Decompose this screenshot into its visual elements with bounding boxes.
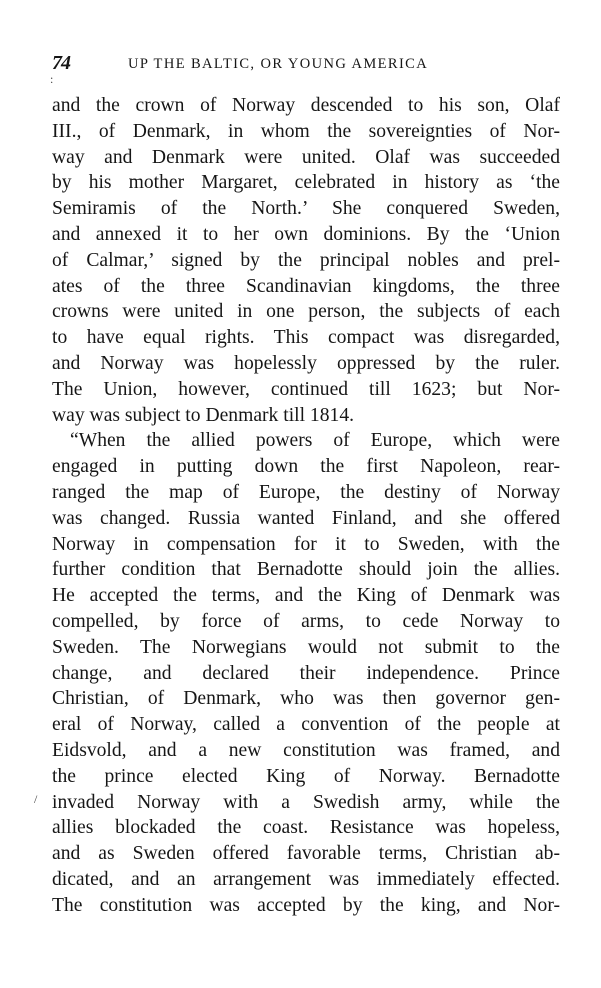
running-head-title: UP THE BALTIC, OR YOUNG AMERICA (128, 56, 429, 72)
page-number: 74 (52, 52, 70, 74)
text-line: ates of the three Scandinavian kingdoms, the three (52, 275, 560, 297)
text-line: way was subject to Denmark till 1814. (52, 404, 355, 426)
text-line: ranged the map of Europe, the destiny of Norway (52, 481, 560, 503)
body-text (52, 93, 560, 919)
text-line: allies blockaded the coast. Resistance was hopeless, (52, 817, 560, 839)
text-line: Sweden. The Norwegians would not submit to the (52, 636, 560, 658)
margin-speck-mark: / (34, 792, 38, 806)
text-line: Christian, of Denmark, who was then governor gen- (52, 688, 560, 710)
text-line: invaded Norway with a Swedish army, while the (52, 791, 560, 813)
text-line: the prince elected King of Norway. Bernadotte (52, 765, 560, 787)
text-line: Eidsvold, and a new constitution was framed, and (52, 739, 560, 761)
text-line: The constitution was accepted by the king, and Nor- (52, 894, 560, 916)
text-line: “When the allied powers of Europe, which were (70, 430, 560, 452)
paragraph-2 (52, 428, 560, 918)
text-line: of Calmar,’ signed by the principal nobles and prel- (52, 249, 560, 271)
text-line: and as Sweden offered favorable terms, Christian ab- (52, 843, 560, 865)
text-line: and the crown of Norway descended to his son, Olaf (52, 95, 560, 116)
paragraph-1 (52, 93, 560, 428)
text-line: eral of Norway, called a convention of the people at (52, 714, 560, 736)
print-speck-mark: : (50, 72, 54, 86)
text-line: was changed. Russia wanted Finland, and she offered (52, 507, 560, 529)
text-line: by his mother Margaret, celebrated in history as ‘the (52, 172, 560, 194)
text-line: engaged in putting down the first Napoleon, rear- (52, 456, 560, 478)
text-line: compelled, by force of arms, to cede Norway to (52, 610, 560, 632)
text-line: Semiramis of the North.’ She conquered Sweden, (52, 198, 560, 220)
text-line: crowns were united in one person, the subjects of each (52, 301, 560, 323)
text-line: way and Denmark were united. Olaf was succeeded (52, 146, 560, 168)
text-line: and annexed it to her own dominions. By the ‘Union (52, 223, 560, 245)
text-line: and Norway was hopelessly oppressed by the ruler. (52, 352, 560, 374)
text-line: change, and declared their independence. Prince (52, 662, 560, 684)
text-line: The Union, however, continued till 1623; but Nor- (52, 378, 560, 400)
text-line: dicated, and an arrangement was immediately effected. (52, 868, 560, 890)
text-line: Norway in compensation for it to Sweden, with the (52, 533, 560, 555)
text-line: He accepted the terms, and the King of Denmark was (52, 585, 560, 607)
text-line: to have equal rights. This compact was disregarded, (52, 327, 560, 349)
text-line: III., of Denmark, in whom the sovereignties of Nor- (52, 120, 560, 142)
running-head (52, 48, 560, 78)
text-line: further condition that Bernadotte should join the allies. (52, 559, 560, 581)
